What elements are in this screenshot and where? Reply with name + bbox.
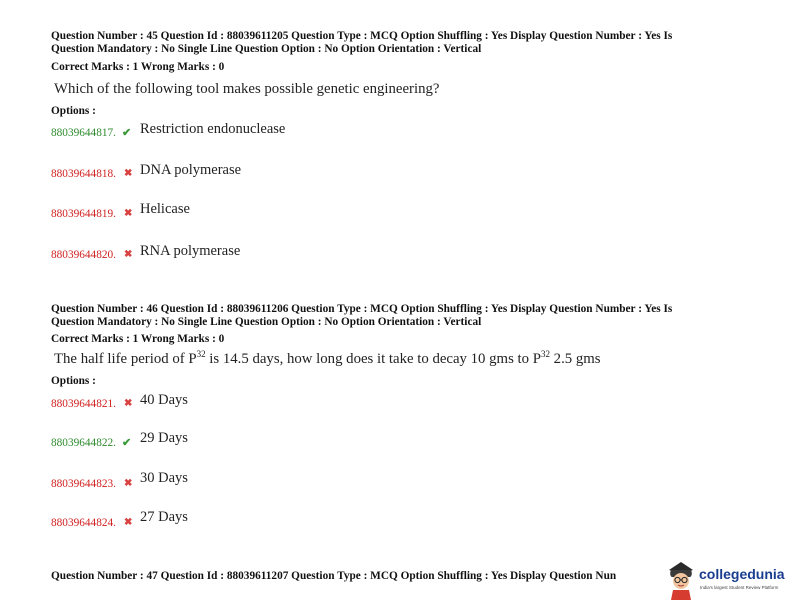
option-text: Restriction endonuclease (140, 121, 286, 137)
options-label: Options : (51, 105, 96, 117)
cross-mark-icon: ✖ (124, 517, 133, 528)
option-id: 88039644818. (51, 168, 116, 180)
question-marks: Correct Marks : 1 Wrong Marks : 0 (51, 61, 225, 73)
question-text: Which of the following tool makes possible genetic engineering? (54, 81, 440, 97)
option-text: Helicase (140, 201, 190, 217)
option-id: 88039644824. (51, 517, 116, 529)
cross-mark-icon: ✖ (124, 208, 133, 219)
option-text: RNA polymerase (140, 243, 241, 259)
option-text: 30 Days (140, 470, 188, 486)
logo-tagline: India's largest Student Review Platform (700, 585, 779, 590)
question-meta-line2: Question Mandatory : No Single Line Question Option : No Option Orientation : Vertical (51, 43, 482, 55)
question-text-part: is 14.5 days, how long does it take to decay 10 gms to P (205, 351, 541, 367)
option-id: 88039644820. (51, 249, 116, 261)
question-text (54, 351, 601, 368)
superscript: 32 (196, 349, 206, 359)
check-mark-icon: ✔ (122, 127, 132, 139)
option-id: 88039644822. (51, 437, 116, 449)
option-text: 40 Days (140, 392, 188, 408)
question-text-part: 2.5 gms (549, 351, 601, 367)
question-meta-line2: Question Mandatory : No Single Line Question Option : No Option Orientation : Vertical (51, 316, 482, 328)
options-label: Options : (51, 375, 96, 387)
question-marks: Correct Marks : 1 Wrong Marks : 0 (51, 333, 225, 345)
question-meta-line1: Question Number : 46 Question Id : 88039611206 Question Type : MCQ Option Shuffling : Yes Display Question Number : Yes Is (51, 303, 673, 315)
cross-mark-icon: ✖ (124, 168, 133, 179)
question-meta-line1: Question Number : 47 Question Id : 88039611207 Question Type : MCQ Option Shuffling : Yes Display Question Nun (51, 570, 617, 582)
cross-mark-icon: ✖ (124, 478, 133, 489)
option-text: DNA polymerase (140, 162, 242, 178)
superscript: 32 (540, 349, 550, 359)
option-id: 88039644819. (51, 208, 116, 220)
option-id: 88039644821. (51, 398, 116, 410)
option-id: 88039644823. (51, 478, 116, 490)
cross-mark-icon: ✖ (124, 398, 133, 409)
mascot-icon (665, 560, 697, 600)
option-text: 29 Days (140, 430, 188, 446)
check-mark-icon: ✔ (122, 437, 132, 449)
option-id: 88039644817. (51, 127, 116, 139)
logo-wordmark: collegedunia (699, 566, 785, 582)
option-text: 27 Days (140, 509, 188, 525)
collegedunia-logo (665, 560, 790, 600)
question-text-part: The half life period of P (54, 351, 197, 367)
cross-mark-icon: ✖ (124, 249, 133, 260)
question-meta-line1: Question Number : 45 Question Id : 88039611205 Question Type : MCQ Option Shuffling : Yes Display Question Number : Yes Is (51, 30, 673, 42)
